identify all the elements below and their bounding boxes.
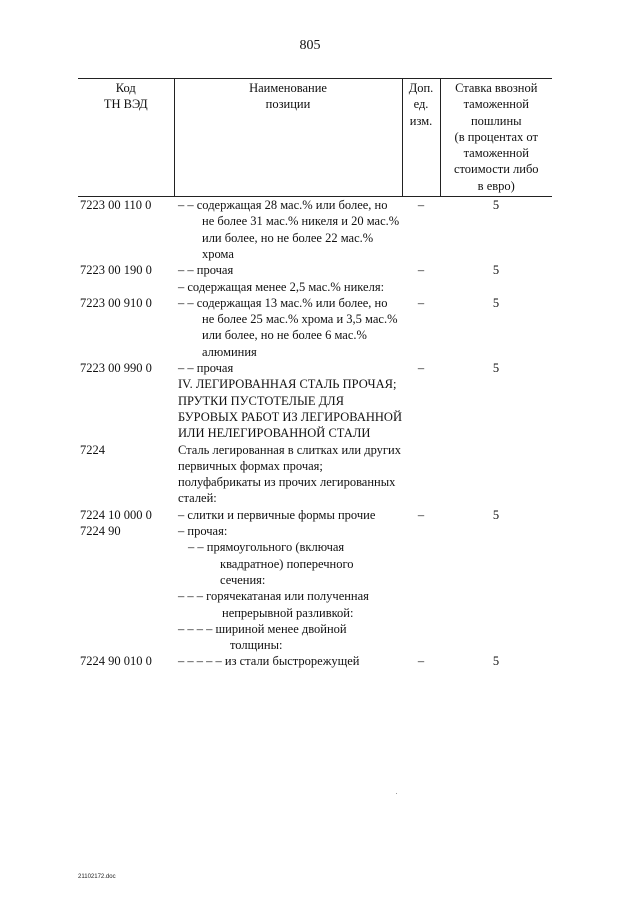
row-name-text: – слитки и первичные формы прочие bbox=[178, 507, 376, 522]
tariff-table bbox=[78, 78, 552, 670]
table-row bbox=[78, 588, 552, 621]
row-unit: – bbox=[417, 654, 425, 669]
row-name bbox=[174, 442, 402, 507]
row-code: 7223 00 110 0 bbox=[80, 198, 152, 213]
row-code: 7224 90 010 0 bbox=[80, 654, 152, 669]
page-number: 805 bbox=[299, 38, 321, 53]
row-code: 7224 bbox=[80, 442, 105, 457]
row-name-text: – содержащая менее 2,5 мас.% никеля: bbox=[178, 279, 385, 294]
row-code: 7224 10 000 0 bbox=[80, 507, 152, 522]
row-name bbox=[174, 262, 402, 278]
row-rate bbox=[440, 523, 552, 539]
row-unit: – bbox=[417, 507, 425, 522]
row-name-text: – – – горячекатаная или полученная непрерывной разливкой: bbox=[178, 589, 369, 620]
row-unit bbox=[402, 621, 440, 654]
table-row bbox=[78, 262, 552, 278]
row-code bbox=[78, 588, 174, 621]
row-name-text: – – прочая bbox=[178, 263, 234, 278]
row-rate bbox=[440, 621, 552, 654]
row-name-text: – – – – – из стали быстрорежущей bbox=[178, 654, 360, 669]
row-unit: – bbox=[417, 263, 425, 278]
row-name-text: – – содержащая 28 мас.% или более, но не более 31 мас.% никеля и 20 мас.% или более, но не более 22 мас.% хрома bbox=[178, 198, 400, 261]
row-rate: 5 bbox=[492, 654, 500, 669]
row-code bbox=[78, 539, 174, 588]
row-unit bbox=[402, 523, 440, 539]
row-code: 7223 00 990 0 bbox=[80, 361, 152, 376]
row-name bbox=[174, 197, 402, 263]
table-row bbox=[78, 523, 552, 539]
row-unit bbox=[402, 279, 440, 295]
row-rate bbox=[440, 442, 552, 507]
row-name-text: – – – – шириной менее двойной толщины: bbox=[178, 621, 347, 653]
row-name bbox=[174, 539, 402, 588]
row-unit: – bbox=[417, 361, 425, 376]
row-rate bbox=[440, 279, 552, 295]
table-row bbox=[78, 360, 552, 376]
table-row bbox=[78, 279, 552, 295]
row-unit: – bbox=[417, 295, 425, 310]
row-name bbox=[174, 653, 402, 669]
row-name bbox=[174, 507, 402, 523]
row-name-text: – – прочая bbox=[178, 361, 234, 376]
table-row bbox=[78, 197, 552, 263]
row-rate: 5 bbox=[492, 361, 500, 376]
table-row bbox=[78, 653, 552, 669]
row-name bbox=[174, 279, 402, 295]
row-unit: – bbox=[417, 198, 425, 213]
table-row bbox=[78, 507, 552, 523]
table-row bbox=[78, 539, 552, 588]
table-row bbox=[78, 442, 552, 507]
header-unit: Доп. ед. изм. bbox=[402, 79, 440, 197]
row-name-text: – прочая: bbox=[178, 524, 228, 539]
row-rate: 5 bbox=[492, 295, 500, 310]
row-code: 7224 90 bbox=[80, 524, 121, 539]
row-name-text: – – прямоугольного (включая квадратное) поперечного сечения: bbox=[188, 540, 354, 587]
row-code bbox=[78, 279, 174, 295]
section-heading-text: IV. ЛЕГИРОВАННАЯ СТАЛЬ ПРОЧАЯ; ПРУТКИ ПУСТОТЕЛЫЕ ДЛЯ БУРОВЫХ РАБОТ ИЗ ЛЕГИРОВАННОЙ ИЛИ НЕЛЕГИРОВАННОЙ СТАЛИ bbox=[178, 377, 402, 441]
header-rate: Ставка ввозной таможенной пошлины (в процентах от таможенной стоимости либо в евро) bbox=[440, 79, 552, 197]
row-name-text: Сталь легированная в слитках или других первичных формах прочая; полуфабрикаты из прочих легированных сталей: bbox=[178, 442, 401, 506]
row-code bbox=[78, 376, 174, 441]
footer-filename: 21102172.doc bbox=[78, 874, 116, 880]
row-rate: 5 bbox=[492, 263, 500, 278]
row-name bbox=[174, 360, 402, 376]
section-heading bbox=[174, 376, 402, 441]
row-rate bbox=[440, 376, 552, 441]
row-name bbox=[174, 588, 402, 621]
header-name: Наименование позиции bbox=[174, 79, 402, 197]
row-unit bbox=[402, 442, 440, 507]
row-code bbox=[78, 621, 174, 654]
row-name bbox=[174, 523, 402, 539]
row-name bbox=[174, 621, 402, 654]
row-rate: 5 bbox=[492, 198, 500, 213]
table-header-row bbox=[78, 79, 552, 197]
row-name-text: – – содержащая 13 мас.% или более, но не более 25 мас.% хрома и 3,5 мас.% или более, но не более 6 мас.% алюминия bbox=[178, 295, 398, 359]
row-unit bbox=[402, 376, 440, 441]
row-rate bbox=[440, 539, 552, 588]
row-code: 7223 00 190 0 bbox=[80, 263, 152, 278]
table-row bbox=[78, 295, 552, 360]
row-unit bbox=[402, 588, 440, 621]
table-row bbox=[78, 621, 552, 654]
row-name bbox=[174, 295, 402, 360]
scan-speck bbox=[396, 793, 397, 794]
table-body bbox=[78, 197, 552, 670]
row-rate bbox=[440, 588, 552, 621]
row-rate: 5 bbox=[492, 507, 500, 522]
row-code: 7223 00 910 0 bbox=[80, 295, 152, 310]
table-row bbox=[78, 376, 552, 441]
row-unit bbox=[402, 539, 440, 588]
header-code: Код ТН ВЭД bbox=[78, 79, 174, 197]
